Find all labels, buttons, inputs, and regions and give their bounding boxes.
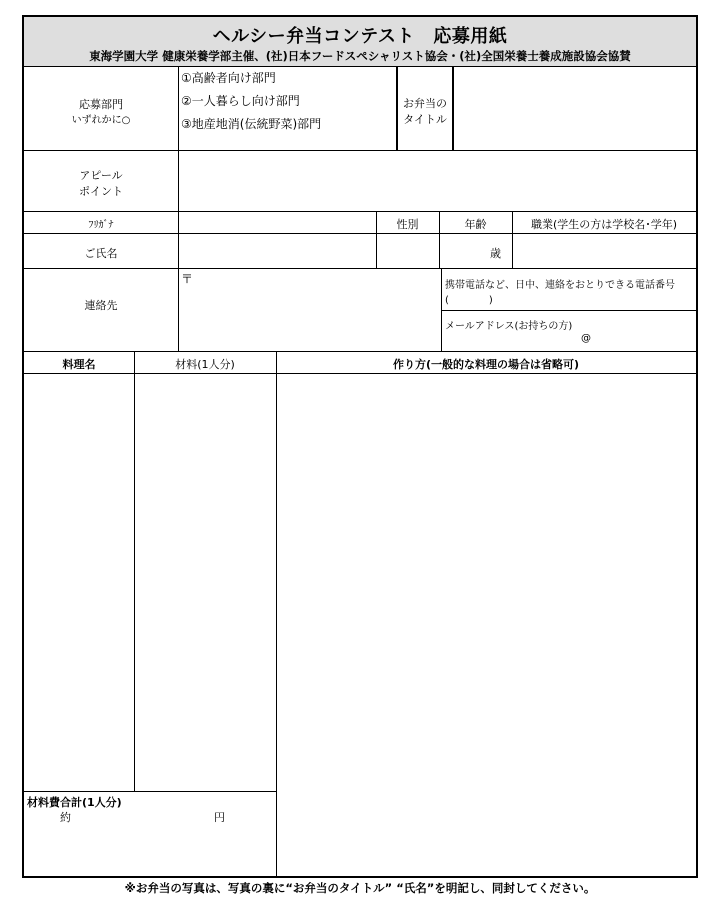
postal-mark: 〒 <box>181 272 194 286</box>
age-unit: 歳 <box>490 247 501 260</box>
row-divider <box>24 373 696 374</box>
form-subtitle: 東海学園大学 健康栄養学部主催、(社)日本フードスペシャリスト協会・(社)全国栄養士養成施設協会協賛 <box>89 49 631 63</box>
row-divider <box>24 791 276 792</box>
col-divider <box>276 351 277 876</box>
appeal-label-line2: ポイント <box>79 185 123 198</box>
gender-label: 性別 <box>396 218 419 231</box>
row-divider <box>24 233 696 234</box>
col-divider <box>134 351 135 791</box>
phone-label: 携帯電話など、日中、連絡をおとりできる電話番号 <box>445 280 675 291</box>
bento-title-label-line2: タイトル <box>403 113 447 126</box>
col-divider <box>178 67 179 351</box>
method-header: 作り方(一般的な料理の場合は省略可) <box>392 358 580 371</box>
category-option-elderly[interactable]: ①高齢者向け部門 <box>181 71 276 85</box>
contact-label: 連絡先 <box>84 299 118 312</box>
phone-parens[interactable]: ( ) <box>445 295 493 306</box>
email-at[interactable]: @ <box>581 333 591 344</box>
category-option-local-produce[interactable]: ③地産地消(伝統野菜)部門 <box>181 117 322 131</box>
row-divider <box>24 268 696 269</box>
form-header <box>24 17 696 67</box>
entry-category-note: いずれかに○ <box>71 115 131 126</box>
col-divider <box>441 268 442 351</box>
row-divider <box>441 310 696 311</box>
ingredients-header: 材料(1人分) <box>175 358 235 371</box>
application-form <box>22 15 698 878</box>
age-label: 年齢 <box>464 218 487 231</box>
entry-category-label: 応募部門 <box>79 98 123 111</box>
appeal-label-line1: アピール <box>79 169 123 182</box>
bento-title-label-line1: お弁当の <box>403 97 447 110</box>
cost-total-label: 材料費合計(1人分) <box>27 796 122 809</box>
furigana-label: ﾌﾘｶﾞﾅ <box>88 220 114 231</box>
email-label: メールアドレス(お持ちの方) <box>445 321 573 332</box>
cost-approx: 約 <box>60 811 71 824</box>
form-title: ヘルシー弁当コンテスト 応募用紙 <box>212 26 508 47</box>
row-divider <box>24 150 696 151</box>
occupation-label: 職業(学生の方は学校名･学年) <box>530 218 678 231</box>
category-option-single-living[interactable]: ②一人暮らし向け部門 <box>181 94 300 108</box>
photo-footnote: ※お弁当の写真は、写真の裏に“お弁当のタイトル” “氏名”を明記し、同封してください。 <box>124 881 596 895</box>
row-divider <box>24 351 696 352</box>
cost-unit: 円 <box>214 811 225 824</box>
dish-name-header: 料理名 <box>62 358 96 371</box>
row-divider <box>24 211 696 212</box>
name-label: ご氏名 <box>84 247 118 260</box>
col-divider <box>452 67 454 150</box>
